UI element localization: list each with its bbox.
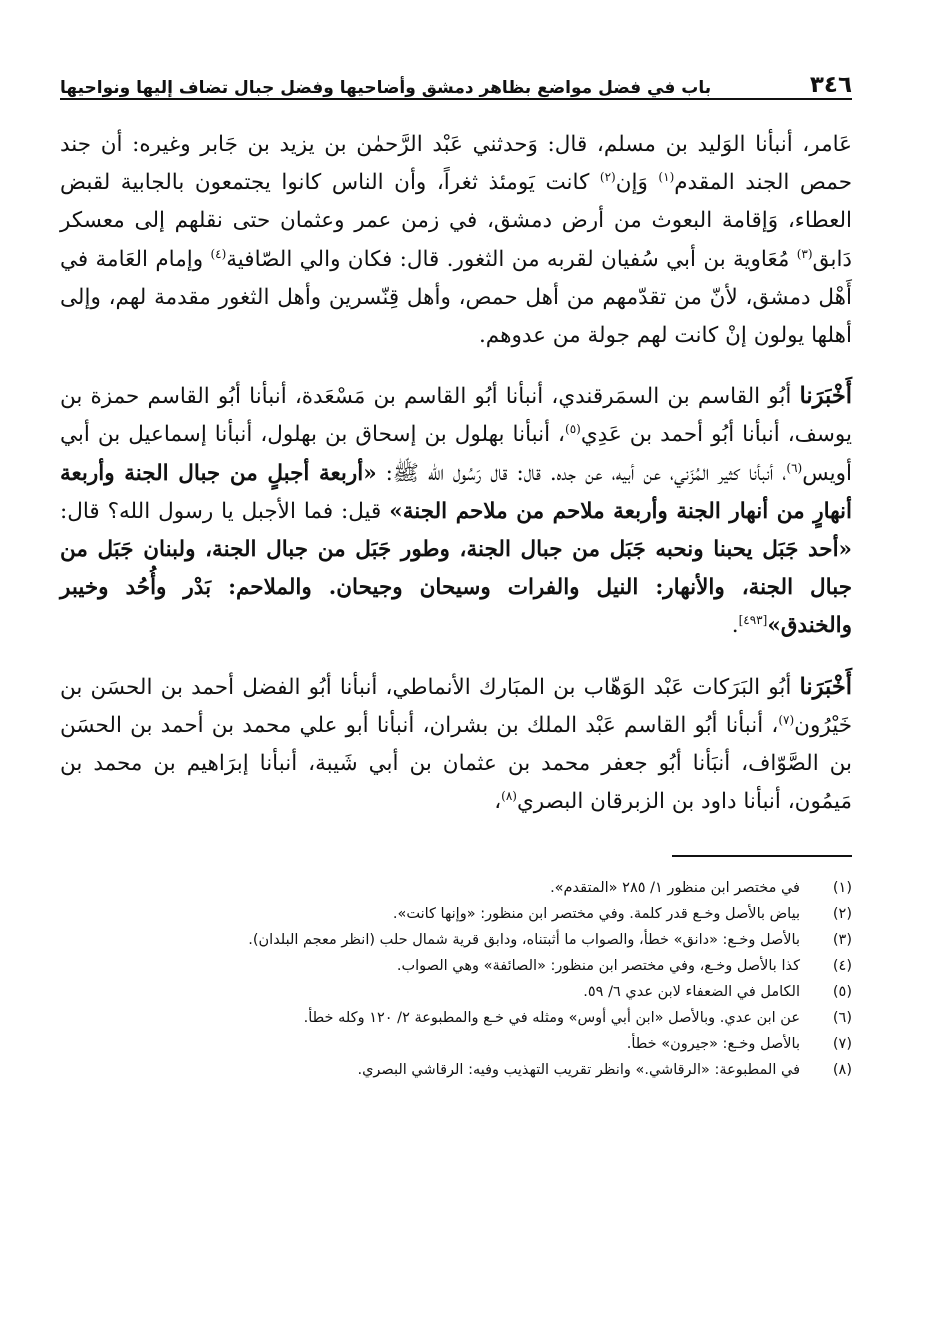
footnote-ref: (١) <box>658 170 675 185</box>
text-segment: ، أنبأنا بهلول بن إسحاق بن بهلول، أنبأنا إسماعيل بن أبي أويس <box>60 422 852 486</box>
footnote-number: (٧) <box>832 1036 852 1053</box>
footnote-text: في مختصر ابن منظور ١/ ٢٨٥ «المتقدم». <box>550 880 800 897</box>
text-segment: وإمام العَامة في أَهْل دمشق، لأنّ من تقدّمهم من أهل حمص، وأهل قِنّسرين وأهل الثغور مقدمة لهم، وإلى أهلها يولون إنْ كانت لهم جولة من عدوهم. <box>60 246 852 349</box>
text-segment: أبُو القاسم بن السمَرقندي، أنبأنا أبُو القاسم بن مَسْعَدة، أنبأنا أبُو القاسم حمزة بن يوسف، أنبأنا أبُو أحمد بن عَدِي <box>60 384 853 448</box>
footnote-text: الكامل في الضعفاء لابن عدي ٦/ ٥٩. <box>583 984 800 1001</box>
chapter-title: باب في فضل مواضع بظاهر دمشق وأضاحيها وفضل جبال تضاف إليها ونواحيها <box>60 78 712 98</box>
footnote-divider <box>672 855 852 857</box>
footnote-ref: (٧) <box>778 712 795 727</box>
footnote-text: بالأصل وخـع: «دانق» خطأ، والصواب ما أثبتناه، ودابق قرية شمال حلب (انظر معجم البلدان). <box>248 932 800 949</box>
paragraph-1 <box>60 126 852 355</box>
isnad-lead: أَخْبَرَنا <box>799 673 852 700</box>
isnad-lead: أَخْبَرَنا <box>799 383 852 410</box>
footnote-number: (٥) <box>832 984 852 1001</box>
footnote-ref: (٤) <box>210 246 227 261</box>
footnote <box>60 875 852 901</box>
footnote-text: بياض بالأصل وخـع قدر كلمة. وفي مختصر ابن منظور: «وإنها كانت». <box>392 906 800 923</box>
footnote-text: عن ابن عدي. وبالأصل «ابن أبي أوس» ومثله في خـع والمطبوعة ٢/ ١٢٠ وكله خطأ. <box>303 1010 800 1027</box>
footnote-number: (٣) <box>832 932 852 949</box>
text-segment: عَامر، أنبأنا الوَليد بن مسلم، قال: وَحدثني عَبْد الرَّحمٰن بن يزيد بن جَابر وغيره: أن جند حمص الجند المقدم <box>60 132 852 196</box>
footnote-number: (١) <box>832 880 852 897</box>
footnote <box>60 979 852 1005</box>
footnote <box>60 1057 852 1083</box>
main-text <box>60 126 852 821</box>
footnote-text: بالأصل وخـع: «جيرون» خطأ. <box>626 1036 800 1053</box>
footnote-ref: (٢) <box>599 170 616 185</box>
footnote <box>60 927 852 953</box>
text-segment: . <box>731 613 739 639</box>
hadith-text: «أربعة أجبلٍ من جبال الجنة وأربعة أنهارٍ من أنهار الجنة وأربعة ملاحم من ملاحم الجنة» <box>60 460 853 524</box>
text-segment: ، <box>494 789 502 815</box>
footnote <box>60 1031 852 1057</box>
footnote-number: (٦) <box>832 1010 852 1027</box>
footnote-ref: (٥) <box>565 422 581 437</box>
text-segment: وَإن <box>615 170 648 196</box>
footnote-text: كذا بالأصل وخـع، وفي مختصر ابن منظور: «الصائفة» وهي الصواب. <box>396 958 800 975</box>
footnote-text: في المطبوعة: «الرقاشي.» وانظر تقريب التهذيب وفيه: الرقاشي البصري. <box>357 1062 800 1079</box>
text-segment: ، أنبأنا أبُو القاسم عَبْد الملك بن بشران، أنبأنا أبو علي محمد بن أحمد بن الحسَن بن الصَّوّاف، أنبَأنا أبُو جعفر محمد بن عثمان بن أبي شَيبة، أنبأنا إبرَاهيم بن محمد بن مَيمُون، أنبأنا داود بن الزبرقان البصري <box>60 712 852 815</box>
footnote-number: (٢) <box>832 906 852 923</box>
hadith-number: [٤٩٣] <box>738 613 768 628</box>
page-number: ٣٤٦ <box>809 72 852 98</box>
text-segment: كانت يَومئذ ثغراً، وأن الناس كانوا يجتمعون بالجابية لقبض العطاء، وَإقامة البعوث من أرض دمشق، في زمن عمر وعثمان حتى نقلهم إلى معسكر دَابق <box>60 170 852 272</box>
footnote <box>60 901 852 927</box>
footnotes <box>60 875 852 1083</box>
footnote <box>60 1005 852 1031</box>
running-header <box>60 56 852 100</box>
footnote-ref: (٦) <box>786 460 803 475</box>
text-segment: مُعَاوية بن أبي سُفيان لقربه من الثغور. قال: فكان والي الصّافية <box>226 246 790 272</box>
text-segment: قيل: فما الأجبل يا رسول الله؟ قال: <box>60 498 382 524</box>
footnote-number: (٨) <box>832 1062 852 1079</box>
text-segment: ، أنبأنا كثير المُزَني، عن أبيه، عن جده. قال: قال رَسُول الله ﷺ: <box>385 460 787 486</box>
text-segment: أبُو البَرَكات عَبْد الوَهّاب بن المبَارك الأنماطي، أنبأنا أبُو الفضل أحمد بن الحسَن بن خَيْرُون <box>60 674 852 738</box>
paragraph-2 <box>60 377 852 645</box>
footnote-number: (٤) <box>832 958 852 975</box>
footnote <box>60 953 852 979</box>
footnote-ref: (٣) <box>796 246 813 261</box>
paragraph-3 <box>60 668 852 822</box>
footnote-ref: (٨) <box>501 789 517 804</box>
hadith-text: «أحد جَبَل يحبنا ونحبه جَبَل من جبال الجنة، وطور جَبَل من جبال الجنة، ولبنان جَبَل من جبال الجنة، والأنهار: النيل والفرات وسيحان وجيحان. والملاحم: بَدْر وأُحُد وخيبر والخندق» <box>60 537 852 639</box>
